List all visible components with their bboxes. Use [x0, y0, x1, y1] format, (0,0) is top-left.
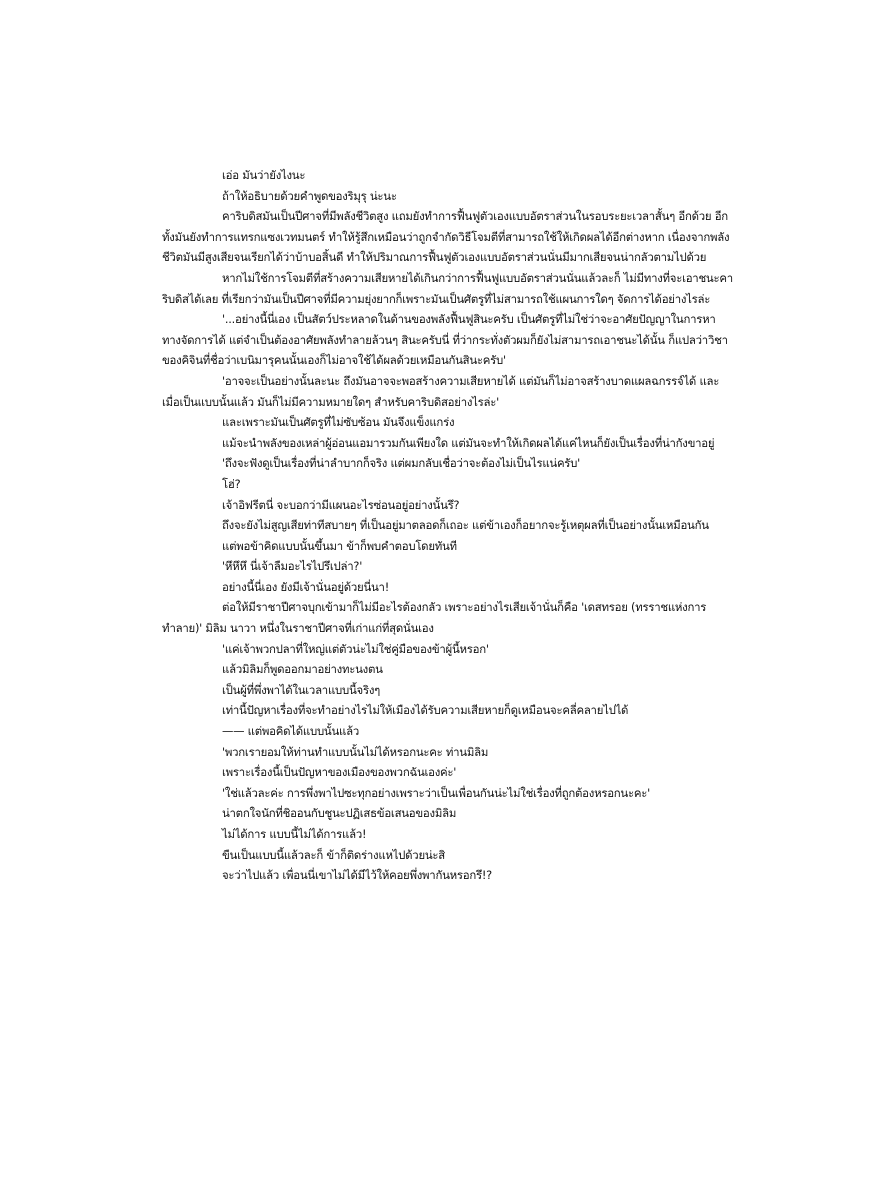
paragraph-13: แต่พอข้าคิดแบบนั้นขึ้นมา ข้าก็พบคำตอบโดยทันที: [222, 538, 457, 553]
paragraph-12: ถึงจะยังไม่สูญเสียท่าทีสบายๆ ที่เป็นอยู่มาตลอดก็เถอะ แต่ข้าเองก็อยากจะรู้เหตุผลที่เป็นอย่างนั้นเหมือนกัน: [222, 518, 709, 533]
paragraph-15: อย่างนี้นี่เอง ยังมีเจ้านั่นอยู่ด้วยนี่นา!: [222, 579, 390, 594]
paragraph-21: —— แต่พอคิดได้แบบนั้นแล้ว: [222, 724, 359, 739]
paragraph-18: แล้วมิลิมก็พูดออกมาอย่างทะนงตน: [222, 662, 383, 677]
paragraph-26: ไม่ได้การ แบบนี้ไม่ได้การแล้ว!: [222, 827, 367, 841]
paragraph-24: 'ใช่แล้วละค่ะ การพึ่งพาไปซะทุกอย่างเพราะว่าเป็นเพื่อนกันน่ะไม่ใช่เรื่องที่ถูกต้องหรอกนะคะ': [222, 785, 650, 800]
paragraph-05: '...อย่างนี้นี่เอง เป็นสัตว์ประหลาดในด้านของพลังฟื้นฟูสินะครับ เป็นศัตรูที่ไม่ใช่ว่าจะอาศัยปัญญาในการหาทางจัดการได้ แต่จำเป็นต้องอาศัยพลังทำลายล้วนๆ สินะครับนี่ ที่ว่ากระทั่งตัวผมก็ยังไม่สามารถเอาชนะได้นั้น ก็แปลว่าวิชาของคิจินที่ชื่อว่าเบนิมารุคนนั้นเองก็ไม่อาจใช้ได้ผลด้วยเหมือนกันสินะครับ': [162, 312, 728, 368]
paragraph-09: 'ถึงจะฟังดูเป็นเรื่องที่น่าลำบากก็จริง แต่ผมกลับเชื่อว่าจะต้องไม่เป็นไรแน่ครับ': [222, 456, 581, 471]
body-text: [162, 165, 734, 886]
paragraph-08: แม้จะนำพลังของเหล่าผู้อ่อนแอมารวมกันเพียงใด แต่มันจะทำให้เกิดผลได้แค่ไหนก็ยังเป็นเรื่องที่น่ากังขาอยู่: [222, 435, 715, 450]
paragraph-16: ต่อให้มีราชาปีศาจบุกเข้ามาก็ไม่มีอะไรต้องกลัว เพราะอย่างไรเสียเจ้านั่นก็คือ 'เดสทรอย (ทรราชแห่งการทำลาย)' มิลิม นาวา หนึ่งในราชาปีศาจที่เก่าแก่ที่สุดนั่นเอง: [162, 600, 707, 636]
paragraph-22: 'พวกเรายอมให้ท่านทำแบบนั้นไม่ได้หรอกนะคะ ท่านมิลิม: [222, 744, 489, 759]
paragraph-03: คาริบดิสมันเป็นปีศาจที่มีพลังชีวิตสูง แถมยังทำการฟื้นฟูตัวเองแบบอัตราส่วนในรอบระยะเวลาสั้นๆ อีกด้วย อีกทั้งมันยังทำการแทรกแซงเวทมนตร์ ทำให้รู้สึกเหมือนว่าถูกจำกัดวิธีโจมตีที่สามารถใช้ให้เกิดผลได้อีกต่างหาก เนื่องจากพลังชีวิตมันมีสูงเสียจนเรียกได้ว่าบ้าบอสิ้นดี ทำให้ปริมาณการฟื้นฟูตัวเองแบบอัตราส่วนนั่นมีมากเสียจนน่ากลัวตามไปด้วย: [162, 209, 730, 265]
paragraph-17: 'แค่เจ้าพวกปลาที่ใหญ่แต่ตัวน่ะไม่ใช่คู่มือของข้าผู้นี้หรอก': [222, 641, 489, 656]
paragraph-14: 'หึหึหึ นี่เจ้าลืมอะไรไปรึเปล่า?': [222, 559, 363, 574]
paragraph-25: น่าตกใจนักที่ชิออนกับชูนะปฏิเสธข้อเสนอของมิลิม: [222, 806, 457, 821]
paragraph-19: เป็นผู้ที่พึ่งพาได้ในเวลาแบบนี้จริงๆ: [222, 682, 381, 697]
paragraph-04: หากไม่ใช้การโจมตีที่สร้างความเสียหายได้เกินกว่าการฟื้นฟูแบบอัตราส่วนนั่นแล้วละก็ ไม่มีทางที่จะเอาชนะคาริบดิสได้เลย ที่เรียกว่ามันเป็นปีศาจที่มีความยุ่งยากก็เพราะมันเป็นศัตรูที่ไม่สามารถใช้แผนการใดๆ จัดการได้อย่างไรล่ะ: [162, 270, 733, 306]
paragraph-28: จะว่าไปแล้ว เพื่อนนี่เขาไม่ได้มีไว้ให้คอยพึ่งพากันหรอกรึ!?: [222, 868, 492, 883]
paragraph-27: ขืนเป็นแบบนี้แล้วละก็ ข้าก็ติดร่างแหไปด้วยน่ะสิ: [222, 847, 445, 862]
paragraph-01: เอ่อ มันว่ายังไงนะ: [222, 168, 306, 182]
paragraph-06: 'อาจจะเป็นอย่างนั้นละนะ ถึงมันอาจจะพอสร้างความเสียหายได้ แต่มันก็ไม่อาจสร้างบาดแผลฉกรรจ์ได้ และเมื่อเป็นแบบนั้นแล้ว มันก็ไม่มีความหมายใดๆ สำหรับคาริบดิสอย่างไรล่ะ': [162, 373, 720, 409]
paragraph-11: เจ้าอิฟรีตนี่ จะบอกว่ามีแผนอะไรซ่อนอยู่อย่างนั้นรึ?: [222, 497, 460, 512]
paragraph-20: เท่านี้ปัญหาเรื่องที่จะทำอย่างไรไม่ให้เมืองได้รับความเสียหายก็ดูเหมือนจะคลี่คลายไปได้: [222, 703, 629, 718]
paragraph-02: ถ้าให้อธิบายด้วยคำพูดของริมุรุ น่ะนะ: [222, 188, 397, 203]
paragraph-07: และเพราะมันเป็นศัตรูที่ไม่ซับซ้อน มันจึงแข็งแกร่ง: [222, 415, 455, 430]
paragraph-10: โฮ่?: [222, 476, 241, 491]
paragraph-23: เพราะเรื่องนี้เป็นปัญหาของเมืองของพวกฉันเองค่ะ': [222, 765, 457, 780]
